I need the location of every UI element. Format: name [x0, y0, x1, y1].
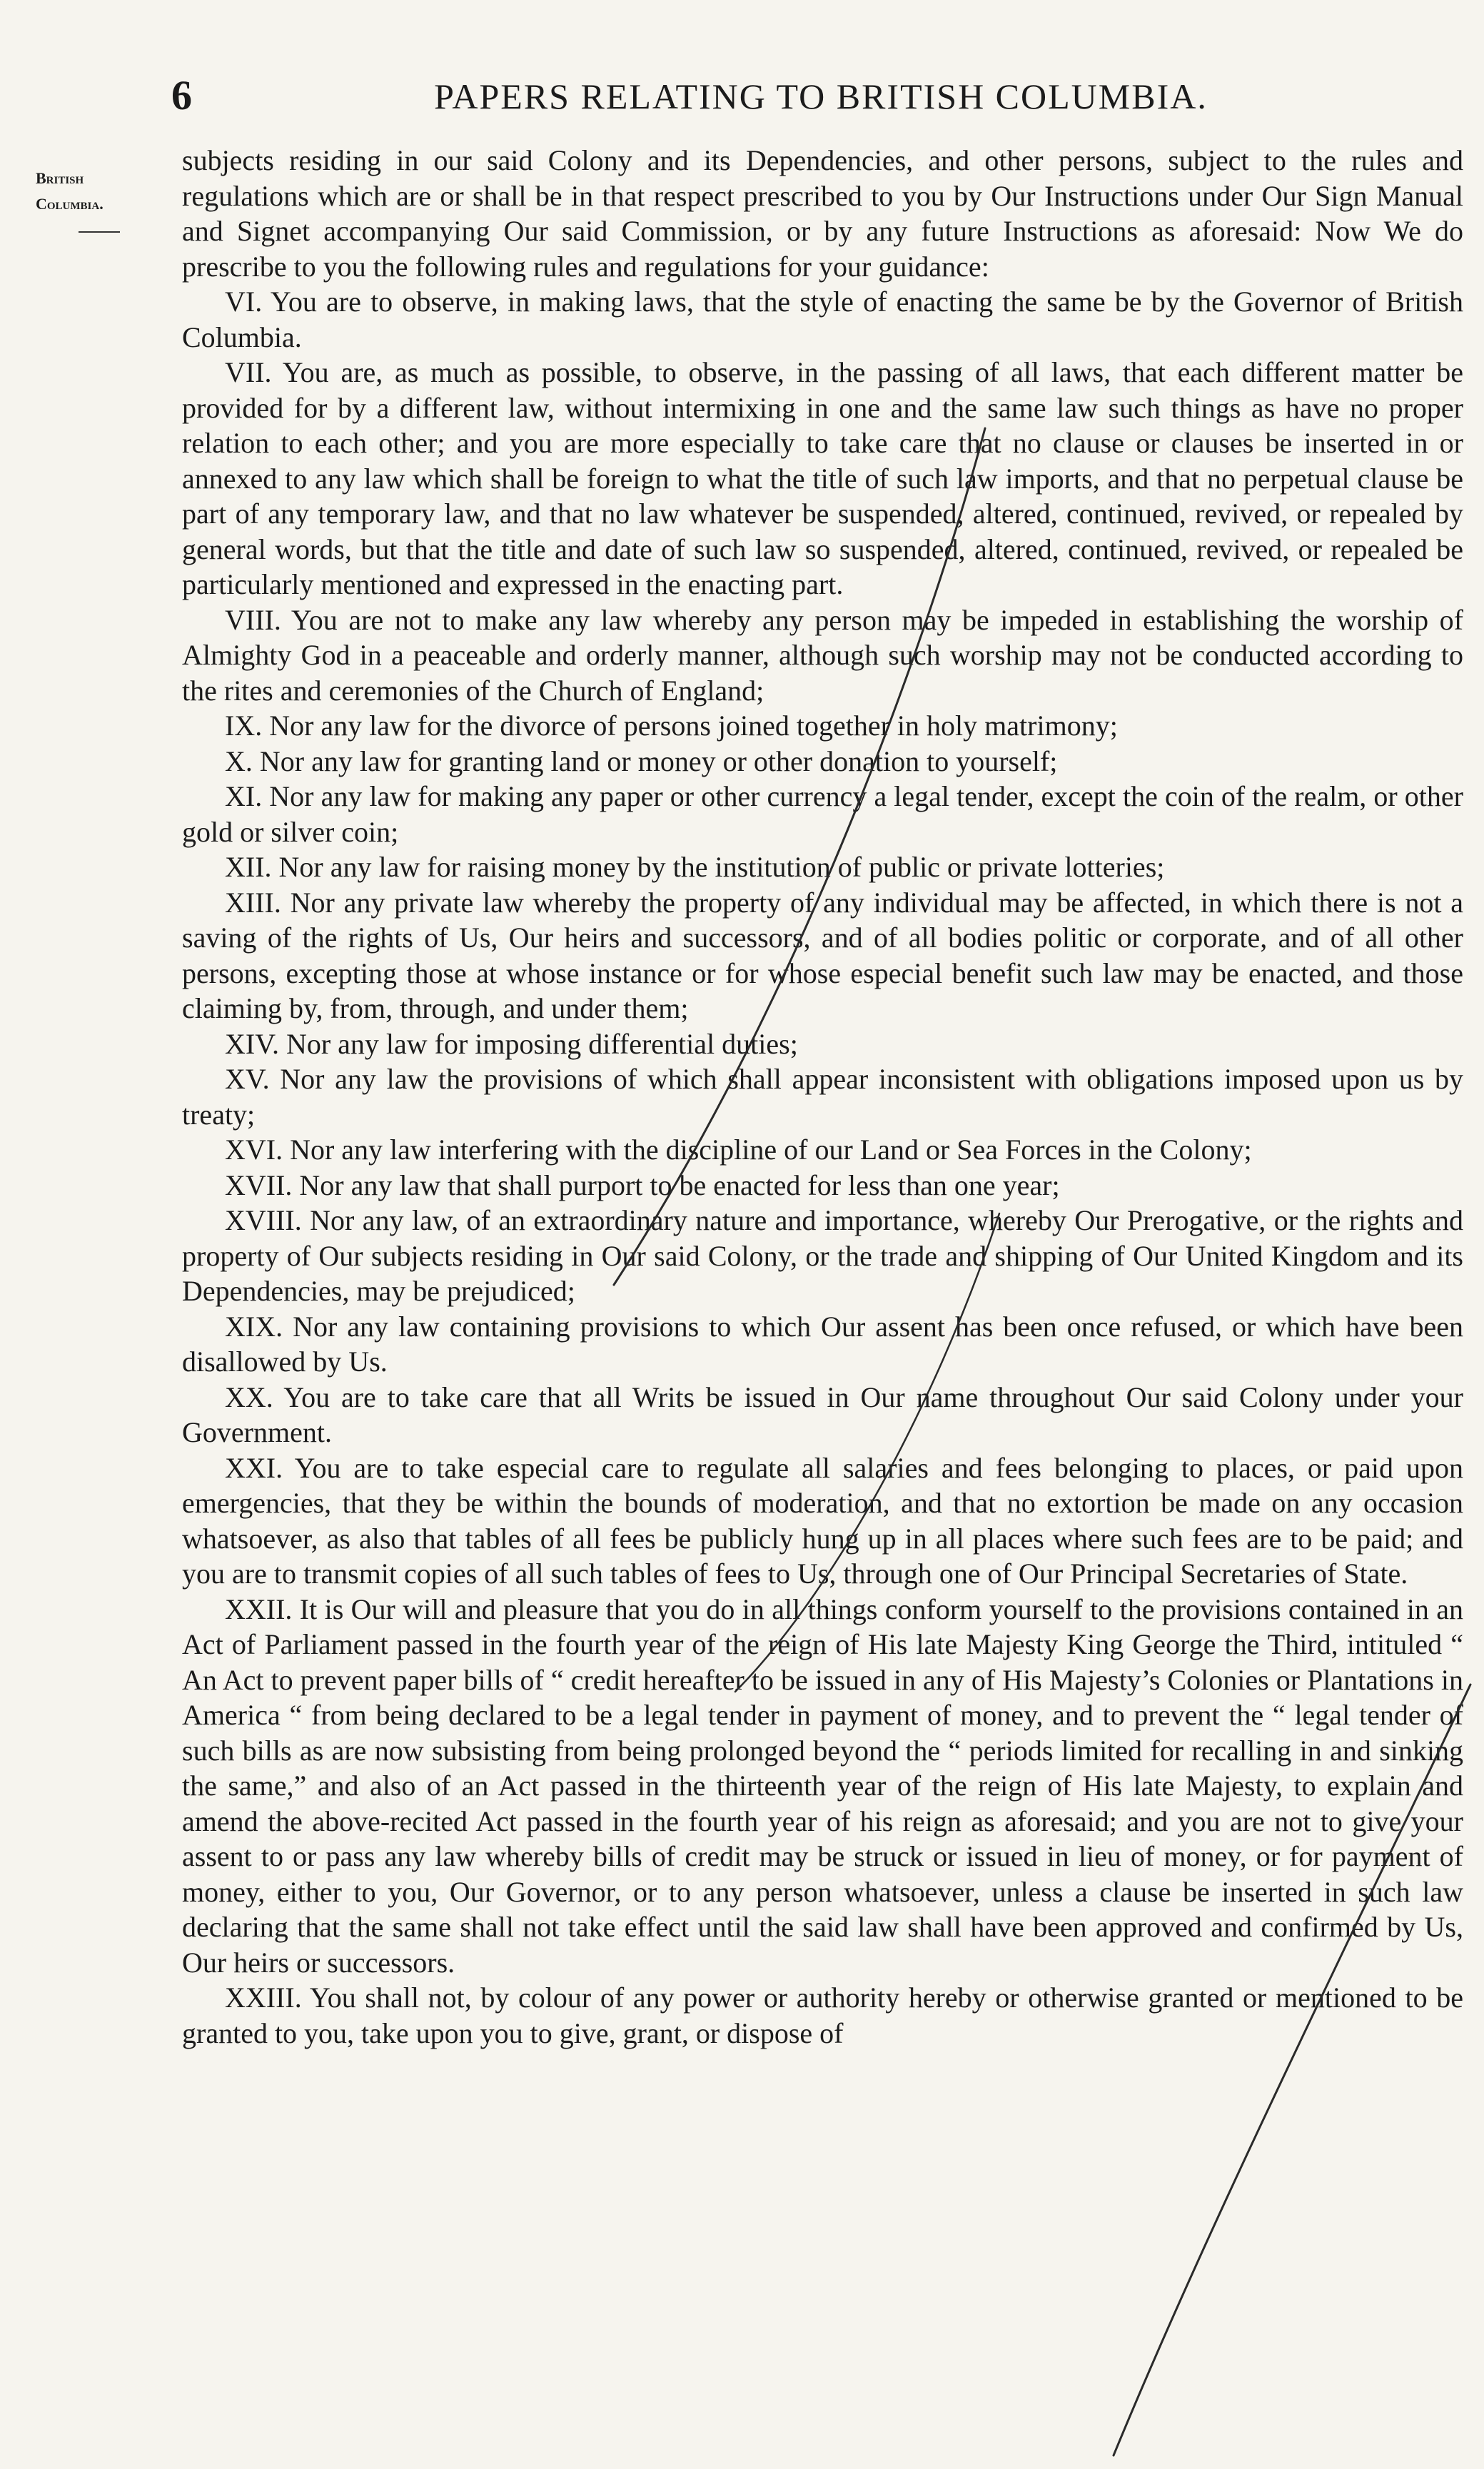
- marginal-note: [36, 166, 168, 233]
- paragraph-ix: IX. Nor any law for the divorce of persons joined together in holy matrimony;: [225, 710, 1118, 742]
- marginal-note-line-2: Columbia.: [36, 195, 104, 213]
- page-number: 6: [171, 72, 192, 118]
- paragraph-xi: XI. Nor any law for making any paper or other currency a legal tender, except the coin of the realm, or other gold or silver coin;: [182, 780, 1463, 848]
- paragraph-vii: VII. You are, as much as possible, to observe, in the passing of all laws, that each different matter be provided for by a different law, without intermixing in one and the same law such things as have no proper relation to each other; and you are more especially to take care that no clause or clauses be inserted in or annexed to any law which shall be foreign to what the title of such law imports, and that no perpetual clause be part of any temporary law, and that no law whatever be suspended, altered, continued, revived, or repealed by general words, but that the title and date of such law so suspended, altered, continued, revived, or repealed be particularly mentioned and expressed in the enacting part.: [182, 356, 1463, 600]
- paragraph-xvii: XVII. Nor any law that shall purport to be enacted for less than one year;: [225, 1168, 1060, 1201]
- paragraph-xxii: XXII. It is Our will and pleasure that you do in all things conform yourself to the provisions contained in an Act of Parliament passed in the fourth year of the reign of His late Majesty King George the Third, intituled “ An Act to prevent paper bills of “ credit hereafter to be issued in any of His Majesty’s Colonies or Plantations in America “ from being declared to be a legal tender in payment of money, and to prevent the “ legal tender of such bills as are now subsisting from being prolonged beyond the “ periods limited for recalling in and sinking the same,” and also of an Act passed in the thirteenth year of the reign of His late Majesty, to explain and amend the above-recited Act passed in the fourth year of his reign as aforesaid; and you are not to give your assent to or pass any law whereby bills of credit may be struck or issued in lieu of money, or for payment of money, either to you, Our Governor, or to any person whatsoever, unless a clause be inserted in such law declaring that the same shall not take effect until the said law shall have been approved and confirmed by Us, Our heirs or successors.: [182, 1592, 1463, 1979]
- body-text: [182, 143, 1463, 2455]
- paragraph-xiv: XIV. Nor any law for imposing differential duties;: [225, 1027, 798, 1060]
- running-title: PAPERS RELATING TO BRITISH COLUMBIA.: [434, 76, 1208, 116]
- paragraph-xx: XX. You are to take care that all Writs be issued in Our name throughout Our said Colony under your Government.: [182, 1380, 1463, 1448]
- paragraph-xviii: XVIII. Nor any law, of an extraordinary nature and importance, whereby Our Prerogative, or the rights and property of Our subjects residing in Our said Colony, or the trade and shipping of Our United Kingdom and its Dependencies, may be prejudiced;: [182, 1204, 1463, 1307]
- paragraph-xv: XV. Nor any law the provisions of which shall appear inconsistent with obligations imposed upon us by treaty;: [182, 1063, 1463, 1131]
- marginal-note-line-1: British: [36, 169, 84, 187]
- paragraph-xxi: XXI. You are to take especial care to regulate all salaries and fees belonging to places, or paid upon emergencies, that they be within the bounds of moderation, and that no extortion be made on any occasion whatsoever, as also that tables of all fees be publicly hung up in all places where such fees are to be paid; and you are to transmit copies of all such tables of fees to Us, through one of Our Principal Secretaries of State.: [182, 1451, 1463, 1590]
- paragraph-xiii: XIII. Nor any private law whereby the property of any individual may be affected, in which there is not a saving of the rights of Us, Our heirs and successors, and of all bodies politic or corporate, and of all other persons, excepting those at whose instance or for whose especial benefit such law may be enacted, and those claiming by, from, through, and under them;: [182, 886, 1463, 1024]
- paragraph-vi: VI. You are to observe, in making laws, that the style of enacting the same be by the Governor of British Columbia.: [182, 286, 1463, 353]
- paragraph-xii: XII. Nor any law for raising money by the institution of public or private lotteries;: [225, 851, 1165, 883]
- paragraph-xxiii: XXIII. You shall not, by colour of any power or authority hereby or otherwise granted or mentioned to be granted to you, take upon you to give, grant, or dispose of: [182, 1981, 1463, 2049]
- paragraph-intro: subjects residing in our said Colony and its Dependencies, and other persons, subject to the rules and regulations which are or shall be in that respect prescribed to you by Our Instructions under Our Sign Manual and Signet accompanying Our said Commission, or by any future Instructions as aforesaid: Now We do prescribe to you the following rules and regulations for your guidance:: [182, 144, 1463, 283]
- marginal-rule: [79, 231, 120, 233]
- paragraph-viii: VIII. You are not to make any law whereby any person may be impeded in establishing the worship of Almighty God in a peaceable and orderly manner, although such worship may not be conducted according to the rites and ceremonies of the Church of England;: [182, 603, 1463, 707]
- paragraph-xvi: XVI. Nor any law interfering with the discipline of our Land or Sea Forces in the Colony;: [225, 1133, 1252, 1166]
- page-header: [171, 71, 1470, 121]
- paragraph-xix: XIX. Nor any law containing provisions to which Our assent has been once refused, or which have been disallowed by Us.: [182, 1310, 1463, 1378]
- paragraph-x: X. Nor any law for granting land or money or other donation to yourself;: [225, 744, 1058, 777]
